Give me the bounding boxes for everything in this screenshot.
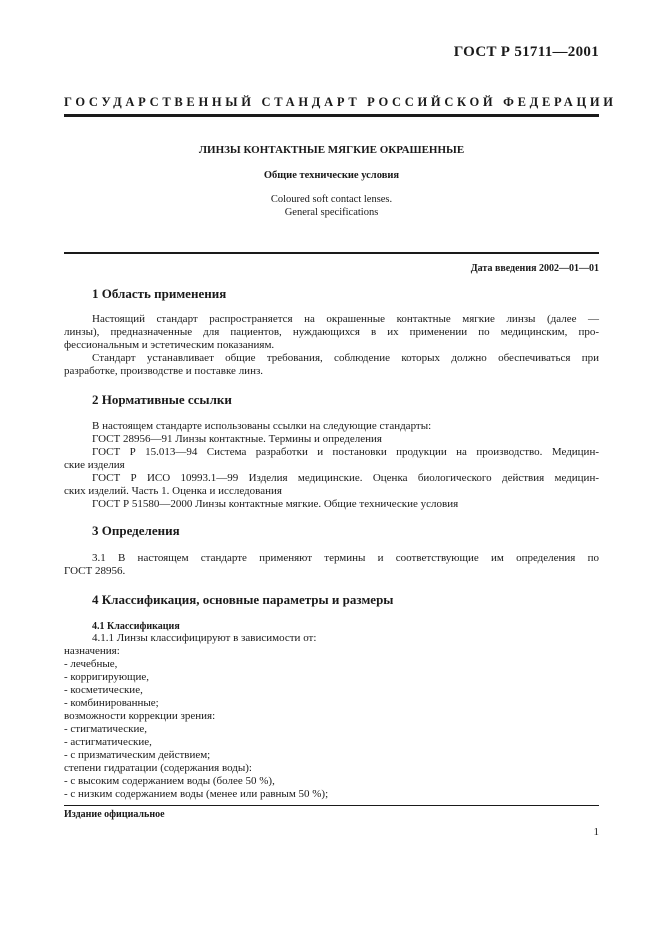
section-4-line: возможности коррекции зрения: <box>64 710 216 722</box>
section-1-line: разработке, производстве и поставке линз. <box>64 365 264 377</box>
section-1-line: Стандарт устанавливает общие требования, соблюдение которых должно обеспечиваться при <box>92 352 599 364</box>
section-2-line: ские изделия <box>64 459 125 471</box>
section-2-line: В настоящем стандарте использованы ссылки на следующие стандарты: <box>92 420 432 432</box>
english-title-line-1: Coloured soft contact lenses. <box>270 194 393 205</box>
subsection-4-1-heading: 4.1 Классификация <box>92 621 180 632</box>
section-2-line: ГОСТ 28956—91 Линзы контактные. Термины и определения <box>92 433 382 445</box>
introduction-date: Дата введения 2002—01—01 <box>470 263 599 274</box>
english-title-line-2: General specifications <box>284 207 379 218</box>
list-item: - стигматические, <box>64 723 147 735</box>
section-3-line: ГОСТ 28956. <box>64 565 126 577</box>
section-4-line: назначения: <box>64 645 120 657</box>
document-title: ЛИНЗЫ КОНТАКТНЫЕ МЯГКИЕ ОКРАШЕННЫЕ <box>198 144 465 156</box>
title-rule <box>64 252 599 254</box>
list-item: - лечебные, <box>64 658 118 670</box>
list-item: - комбинированные; <box>64 697 159 709</box>
section-1-heading: 1 Область применения <box>92 286 227 301</box>
section-4-heading: 4 Классификация, основные параметры и размеры <box>92 592 394 607</box>
list-item: - с высоким содержанием воды (более 50 %), <box>64 775 275 787</box>
list-item: - с призматическим действием; <box>64 749 211 761</box>
section-3-heading: 3 Определения <box>92 523 180 538</box>
section-3-line: 3.1 В настоящем стандарте применяют термины и соответствующие им определения по <box>92 552 599 564</box>
state-standard-banner: ГОСУДАРСТВЕННЫЙ СТАНДАРТ РОССИЙСКОЙ ФЕДЕРАЦИИ <box>64 95 617 109</box>
document-subtitle: Общие технические условия <box>263 170 400 181</box>
section-1-line: Настоящий стандарт распространяется на окрашенные контактные мягкие линзы (далее — <box>92 313 599 325</box>
list-item: - астигматические, <box>64 736 152 748</box>
section-4-line: 4.1.1 Линзы классифицируют в зависимости от: <box>92 632 317 644</box>
footer-rule <box>64 805 599 806</box>
list-item: - косметические, <box>64 684 143 696</box>
section-2-heading: 2 Нормативные ссылки <box>92 392 232 407</box>
gost-code: ГОСТ Р 51711—2001 <box>453 44 599 60</box>
list-item: - корригирующие, <box>64 671 150 683</box>
list-item: - с низким содержанием воды (менее или равным 50 %); <box>64 788 329 800</box>
header-rule <box>64 114 599 117</box>
section-4-line: степени гидратации (содержания воды): <box>64 762 252 774</box>
page-number: 1 <box>593 826 599 838</box>
section-2-line: ГОСТ Р 15.013—94 Система разработки и постановки продукции на производство. Медицин- <box>92 446 599 458</box>
section-2-line: ГОСТ Р 51580—2000 Линзы контактные мягкие. Общие технические условия <box>92 498 459 510</box>
section-2-line: ских изделий. Часть 1. Оценка и исследования <box>64 485 282 497</box>
edition-note: Издание официальное <box>64 809 165 820</box>
section-1-line: линзы), предназначенные для пациентов, нуждающихся в их применении по медицинским, про- <box>64 326 599 338</box>
section-2-line: ГОСТ Р ИСО 10993.1—99 Изделия медицинские. Оценка биологического действия медицин- <box>92 472 599 484</box>
section-1-line: фессиональным и эстетическим показаниям. <box>64 339 275 351</box>
